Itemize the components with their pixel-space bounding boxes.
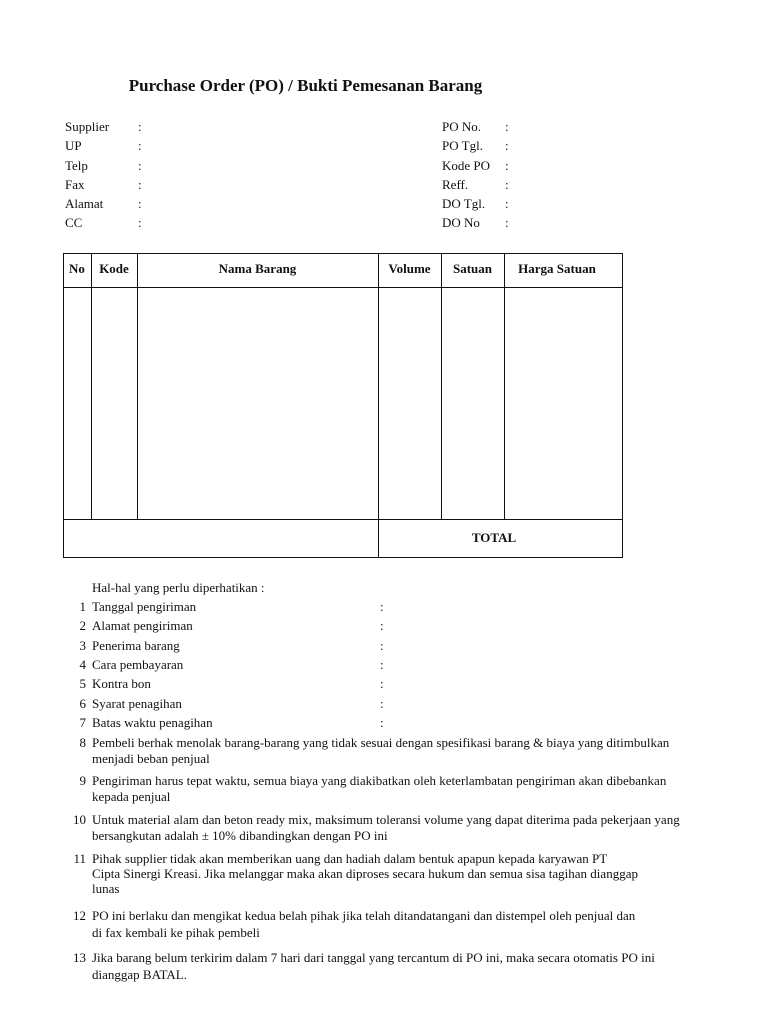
field-label: Supplier <box>65 119 110 134</box>
field-colon: : <box>138 138 142 153</box>
field-colon: : <box>505 119 509 134</box>
field-label: CC <box>65 215 83 230</box>
column-divider <box>504 253 505 520</box>
field-colon: : <box>138 196 142 211</box>
note-number: 5 <box>79 676 86 691</box>
note-number: 1 <box>79 599 86 614</box>
page-title: Purchase Order (PO) / Bukti Pemesanan Barang <box>128 76 483 95</box>
note-item <box>64 851 638 901</box>
note-text: Syarat penagihan <box>92 696 182 711</box>
note-colon: : <box>380 618 384 633</box>
field-label: DO No <box>442 215 480 230</box>
column-header-no: No <box>69 261 85 276</box>
note-number: 13 <box>73 950 86 965</box>
note-text: menjadi beban penjual <box>92 751 210 766</box>
field-colon: : <box>505 138 509 153</box>
header-field-do-no <box>442 214 562 232</box>
note-text: kepada penjual <box>92 789 171 804</box>
note-item <box>64 735 670 771</box>
note-colon: : <box>380 715 384 730</box>
column-header-harga-satuan: Harga Satuan <box>518 261 596 276</box>
field-label: Kode PO <box>442 158 491 173</box>
note-colon: : <box>380 638 384 653</box>
note-text: Tanggal pengiriman <box>92 599 197 614</box>
note-text: lunas <box>92 881 120 896</box>
note-number: 8 <box>79 735 86 750</box>
field-colon: : <box>505 158 509 173</box>
note-colon: : <box>380 657 384 672</box>
note-number: 6 <box>79 696 86 711</box>
note-text: Pihak supplier tidak akan memberikan uang dan hadiah dalam bentuk apapun kepada karyawan PT <box>92 851 608 866</box>
field-label: PO No. <box>442 119 482 134</box>
note-text: di fax kembali ke pihak pembeli <box>92 925 260 940</box>
note-item <box>64 908 636 944</box>
field-colon: : <box>505 215 509 230</box>
table-border <box>63 253 623 558</box>
note-text: Cara pembayaran <box>92 657 184 672</box>
column-divider <box>441 253 442 520</box>
note-number: 3 <box>79 638 86 653</box>
header-field-po-no <box>442 118 562 136</box>
note-text: Kontra bon <box>92 676 151 691</box>
note-colon: : <box>380 696 384 711</box>
note-text: Batas waktu penagihan <box>92 715 213 730</box>
note-text: Cipta Sinergi Kreasi. Jika melanggar maka akan diproses secara hukum dan semua sisa tagihan dianggap <box>92 866 638 881</box>
column-divider <box>91 253 92 520</box>
header-field-up <box>65 137 185 155</box>
column-header-volume: Volume <box>388 261 431 276</box>
header-field-po-tgl <box>442 137 562 155</box>
table-body-divider <box>63 519 623 520</box>
note-text: dianggap BATAL. <box>92 967 187 982</box>
note-number: 2 <box>79 618 86 633</box>
note-number: 7 <box>79 715 86 730</box>
header-field-alamat <box>65 195 185 213</box>
note-item <box>64 950 655 986</box>
note-text: Pembeli berhak menolak barang-barang yang tidak sesuai dengan spesifikasi barang & biaya yang ditimbulkan <box>92 735 670 750</box>
note-item <box>64 812 680 848</box>
field-colon: : <box>138 119 142 134</box>
note-number: 12 <box>73 908 86 923</box>
note-text: PO ini berlaku dan mengikat kedua belah pihak jika telah ditandatangani dan distempel oleh penjual dan <box>92 908 636 923</box>
field-label: DO Tgl. <box>442 196 486 211</box>
field-label: UP <box>65 138 82 153</box>
note-text: Pengiriman harus tepat waktu, semua biaya yang diakibatkan oleh keterlambatan pengiriman akan dibebankan <box>92 773 667 788</box>
field-colon: : <box>505 177 509 192</box>
note-colon: : <box>380 676 384 691</box>
field-label: Fax <box>65 177 85 192</box>
note-item <box>64 773 667 809</box>
field-label: Telp <box>65 158 88 173</box>
note-number: 11 <box>73 851 86 866</box>
note-text: bersangkutan adalah ± 10% dibandingkan dengan PO ini <box>92 828 388 843</box>
note-number: 4 <box>79 657 86 672</box>
field-colon: : <box>138 177 142 192</box>
field-colon: : <box>505 196 509 211</box>
notes-heading: Hal-hal yang perlu diperhatikan : <box>92 580 265 595</box>
header-field-telp <box>65 157 185 175</box>
header-field-cc <box>65 214 185 232</box>
column-header-satuan: Satuan <box>452 261 493 276</box>
note-text: Alamat pengiriman <box>92 618 193 633</box>
header-field-do-tgl <box>442 195 562 213</box>
header-field-reff <box>442 176 562 194</box>
header-field-supplier <box>65 118 185 136</box>
note-colon: : <box>380 599 384 614</box>
note-text: Penerima barang <box>92 638 180 653</box>
header-field-kode-po <box>442 157 562 175</box>
header-field-fax <box>65 176 185 194</box>
column-header-kode: Kode <box>99 261 129 276</box>
column-divider <box>137 253 138 520</box>
column-header-nama-barang: Nama Barang <box>218 261 297 276</box>
field-colon: : <box>138 158 142 173</box>
field-label: PO Tgl. <box>442 138 483 153</box>
total-label: TOTAL <box>471 530 517 545</box>
note-number: 10 <box>73 812 86 827</box>
note-number: 9 <box>79 773 86 788</box>
table-header-divider <box>63 287 623 288</box>
field-label: Alamat <box>65 196 104 211</box>
note-text: Untuk material alam dan beton ready mix, maksimum toleransi volume yang dapat diterima pada pekerjaan yang <box>92 812 680 827</box>
column-divider <box>378 253 379 558</box>
note-text: Jika barang belum terkirim dalam 7 hari dari tanggal yang tercantum di PO ini, maka secara otomatis PO ini <box>92 950 655 965</box>
field-colon: : <box>138 215 142 230</box>
field-label: Reff. <box>442 177 469 192</box>
